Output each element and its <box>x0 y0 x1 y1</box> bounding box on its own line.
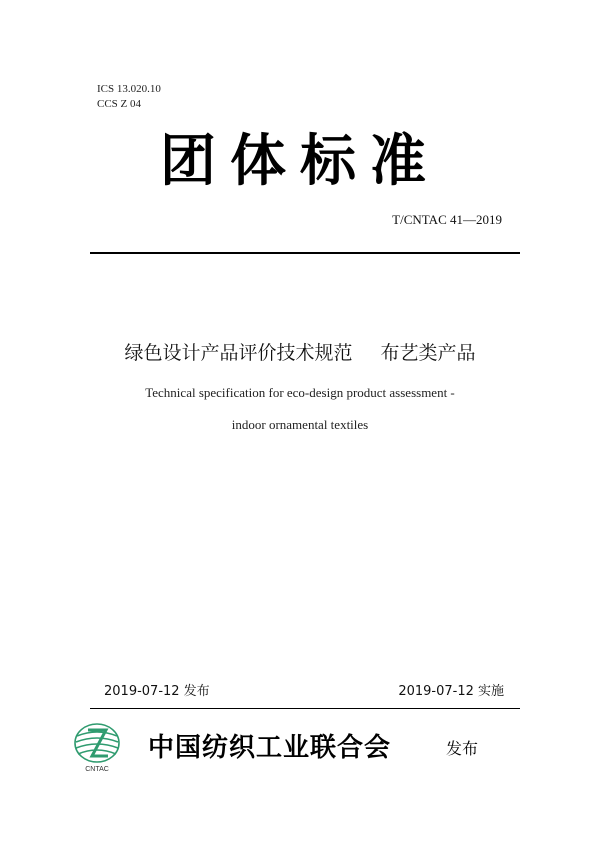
standard-type-heading: 团体标准 <box>160 128 440 194</box>
logo-caption: CNTAC <box>85 766 109 773</box>
ccs-code: CCS Z 04 <box>97 98 142 110</box>
english-title-line-1: Technical specification for eco-design product assessment - <box>145 385 455 400</box>
chinese-title-sub: 布艺类产品 <box>380 342 476 364</box>
implementation-date: 2019-07-12 实施 <box>398 684 504 699</box>
standard-number: T/CNTAC 41—2019 <box>392 212 502 227</box>
cntac-logo-icon <box>70 716 124 770</box>
publisher-suffix: 发布 <box>446 739 479 758</box>
chinese-title <box>0 338 600 365</box>
ics-code: ICS 13.020.10 <box>97 83 161 95</box>
publisher-name: 中国纺织工业联合会 <box>148 733 392 763</box>
chinese-title-main: 绿色设计产品评价技术规范 <box>124 342 353 364</box>
issue-date: 2019-07-12 发布 <box>104 684 210 699</box>
bottom-divider <box>90 708 520 709</box>
top-divider <box>90 252 520 254</box>
english-title-line-2: indoor ornamental textiles <box>231 417 369 432</box>
